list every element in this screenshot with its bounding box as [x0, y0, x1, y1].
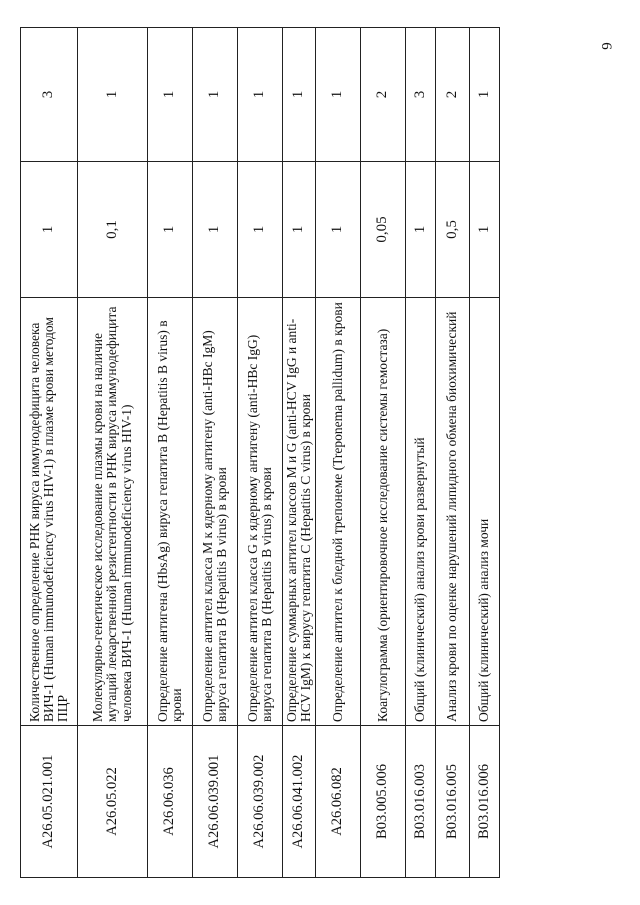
multiplicity: 3 [21, 28, 78, 162]
service-name: Общий (клинический) анализ крови развернутый [406, 298, 436, 726]
frequency-rate: 0,5 [436, 162, 470, 298]
service-code: A26.06.039.002 [238, 726, 283, 878]
table-row [470, 28, 500, 878]
multiplicity: 1 [316, 28, 361, 162]
service-code: B03.016.006 [470, 726, 500, 878]
service-name: Общий (клинический) анализ мочи [470, 298, 500, 726]
frequency-rate: 1 [193, 162, 238, 298]
service-code: B03.005.006 [361, 726, 406, 878]
service-name: Определение антител к бледной трепонеме (Treponema pallidum) в крови [316, 298, 361, 726]
table-row [193, 28, 238, 878]
multiplicity: 1 [283, 28, 316, 162]
service-code: A26.05.022 [78, 726, 148, 878]
multiplicity: 2 [436, 28, 470, 162]
frequency-rate: 0,05 [361, 162, 406, 298]
service-code: A26.05.021.001 [21, 726, 78, 878]
table-row [436, 28, 470, 878]
multiplicity: 1 [238, 28, 283, 162]
frequency-rate: 1 [406, 162, 436, 298]
frequency-rate: 1 [316, 162, 361, 298]
multiplicity: 3 [406, 28, 436, 162]
table-row [406, 28, 436, 878]
frequency-rate: 0,1 [78, 162, 148, 298]
frequency-rate: 1 [238, 162, 283, 298]
service-name: Молекулярно-генетическое исследование плазмы крови на наличие мутаций лекарственной резистентности в РНК вируса иммунодефицита человека ВИЧ-1 (Human immunodeficiency virus HIV-1) [78, 298, 148, 726]
service-code: A26.06.039.001 [193, 726, 238, 878]
table-row [78, 28, 148, 878]
service-name: Анализ крови по оценке нарушений липидного обмена биохимический [436, 298, 470, 726]
service-code: A26.06.041.002 [283, 726, 316, 878]
table-row [283, 28, 316, 878]
service-name: Определение суммарных антител классов M и G (anti-HCV IgG и anti-HCV IgM) к вирусу гепатита С (Hepatitis C virus) в крови [283, 298, 316, 726]
service-name: Количественное определение РНК вируса иммунодефицита человека ВИЧ-1 (Human immunodeficiency virus HIV-1) в плазме крови методом ПЦР [21, 298, 78, 726]
multiplicity: 2 [361, 28, 406, 162]
service-name: Определение антигена (HbsAg) вируса гепатита В (Hepatitis B virus) в крови [148, 298, 193, 726]
table-row [316, 28, 361, 878]
multiplicity: 1 [193, 28, 238, 162]
service-name: Определение антител класса М к ядерному антигену (anti-HBc IgM) вируса гепатита В (Hepatitis B virus) в крови [193, 298, 238, 726]
table-row [361, 28, 406, 878]
multiplicity: 1 [470, 28, 500, 162]
service-code: A26.06.082 [316, 726, 361, 878]
multiplicity: 1 [78, 28, 148, 162]
frequency-rate: 1 [470, 162, 500, 298]
service-name: Определение антител класса G к ядерному антигену (anti-HBc IgG) вируса гепатита В (Hepatitis B virus) в крови [238, 298, 283, 726]
service-code: B03.016.003 [406, 726, 436, 878]
service-name: Коагулограмма (ориентировочное исследование системы гемостаза) [361, 298, 406, 726]
frequency-rate: 1 [21, 162, 78, 298]
table-row [148, 28, 193, 878]
service-code: A26.06.036 [148, 726, 193, 878]
service-code: B03.016.005 [436, 726, 470, 878]
services-table-wrapper [20, 28, 500, 878]
multiplicity: 1 [148, 28, 193, 162]
page-number: 6 [598, 42, 614, 50]
frequency-rate: 1 [283, 162, 316, 298]
table-row [21, 28, 78, 878]
table-row [238, 28, 283, 878]
frequency-rate: 1 [148, 162, 193, 298]
medical-services-table [20, 27, 500, 878]
